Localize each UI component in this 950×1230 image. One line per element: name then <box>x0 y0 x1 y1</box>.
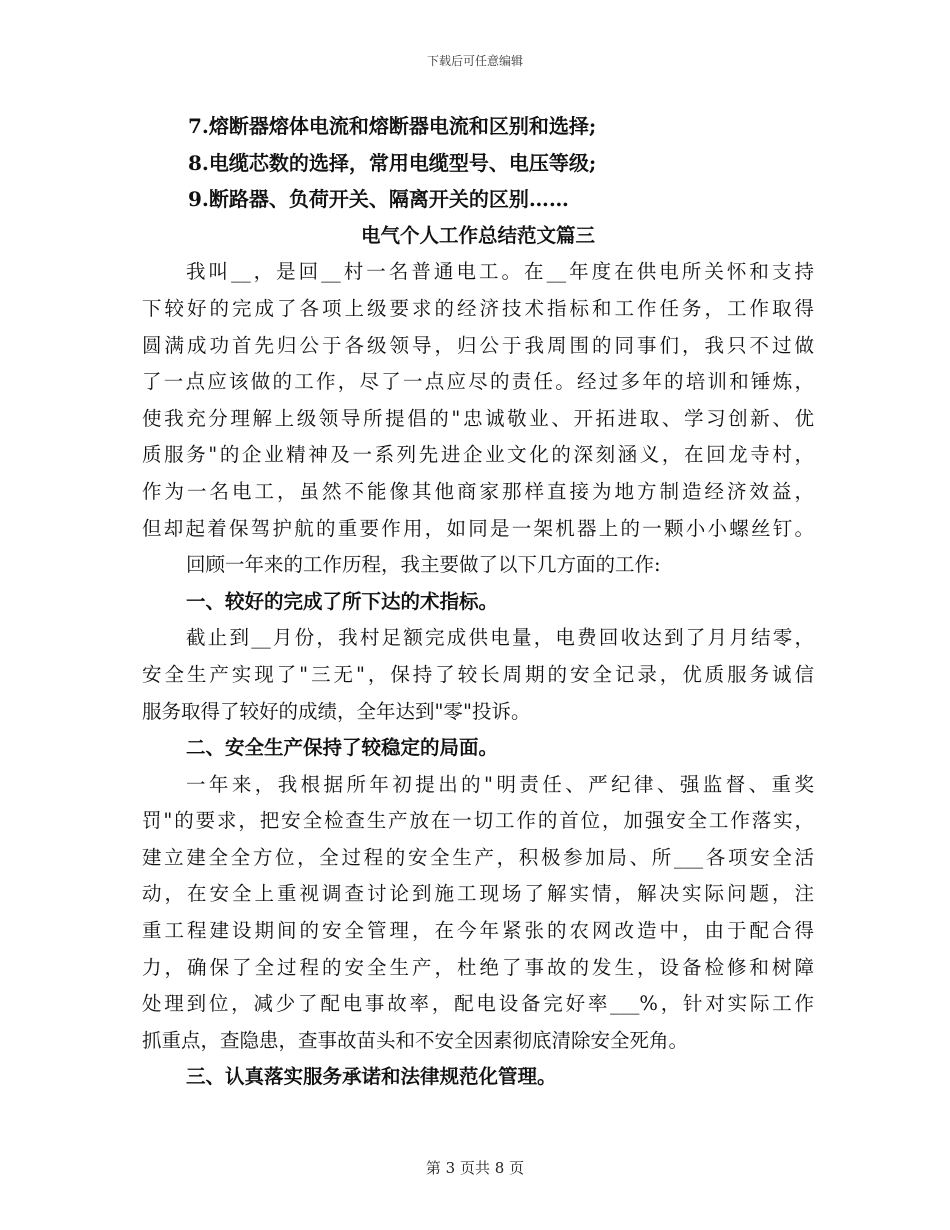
list-item-8: 8.电缆芯数的选择，常用电缆型号、电压等级; <box>188 150 597 175</box>
heading-two: 二、安全生产保持了较稳定的局面。 <box>186 736 499 760</box>
para-two-line: 处理到位，减少了配电事故率，配电设备完好率___%，针对实际工作 <box>142 992 814 1016</box>
para-one-line: 安全生产实现了"三无"，保持了较长周期的安全记录，优质服务诚信 <box>142 662 814 686</box>
intro-line: 了一点应该做的工作，尽了一点应尽的责任。经过多年的培训和锤炼， <box>142 370 814 394</box>
intro-line: 作为一名电工，虽然不能像其他商家那样直接为地方制造经济效益， <box>142 479 814 503</box>
intro-line: 但却起着保驾护航的重要作用，如同是一架机器上的一颗小小螺丝钉。 <box>142 516 814 540</box>
page-header-note: 下载后可任意编辑 <box>426 54 523 68</box>
para-two-line: 罚"的要求，把安全检查生产放在一切工作的首位，加强安全工作落实， <box>142 809 814 833</box>
heading-three: 三、认真落实服务承诺和法律规范化管理。 <box>186 1065 557 1089</box>
review-line: 回顾一年来的工作历程，我主要做了以下几方面的工作: <box>186 553 661 577</box>
para-two-line: 建立建全全方位，全过程的安全生产，积极参加局、所___各项安全活 <box>142 845 814 869</box>
intro-line: 我叫__，是回__村一名普通电工。在__年度在供电所关怀和支持 <box>186 260 814 284</box>
section-title: 电气个人工作总结范文篇三 <box>360 223 595 247</box>
list-item-7: 7.熔断器熔体电流和熔断器电流和区别和选择; <box>188 114 597 138</box>
page-footer-number: 第 3 页共 8 页 <box>425 1159 525 1177</box>
para-two-line: 力，确保了全过程的安全生产，杜绝了事故的发生，设备检修和树障 <box>142 955 814 979</box>
para-two-line: 动，在安全上重视调查讨论到施工现场了解实情，解决实际问题，注 <box>142 882 814 906</box>
intro-line: 质服务"的企业精神及一系列先进企业文化的深刻涵义，在回龙寺村， <box>142 443 814 467</box>
para-two-line: 抓重点，查隐患，查事故苗头和不安全因素彻底清除安全死角。 <box>142 1028 689 1052</box>
para-two-line: 一年来，我根据所年初提出的"明责任、严纪律、强监督、重奖 <box>186 772 814 796</box>
intro-line: 使我充分理解上级领导所提倡的"忠诚敬业、开拓进取、学习创新、优 <box>142 406 814 430</box>
heading-one: 一、较好的完成了所下达的术指标。 <box>186 589 499 613</box>
para-one-line: 截止到__月份，我村足额完成供电量，电费回收达到了月月结零， <box>186 626 814 650</box>
intro-line: 下较好的完成了各项上级要求的经济技术指标和工作任务，工作取得 <box>142 296 814 320</box>
para-one-line: 服务取得了较好的成绩，全年达到"零"投诉。 <box>142 699 531 723</box>
list-item-9: 9.断路器、负荷开关、隔离开关的区别…… <box>188 187 569 212</box>
para-two-line: 重工程建设期间的安全管理，在今年紧张的农网改造中，由于配合得 <box>142 919 814 943</box>
page-content <box>142 108 814 1096</box>
intro-line: 圆满成功首先归公于各级领导，归公于我周围的同事们，我只不过做 <box>142 333 814 357</box>
